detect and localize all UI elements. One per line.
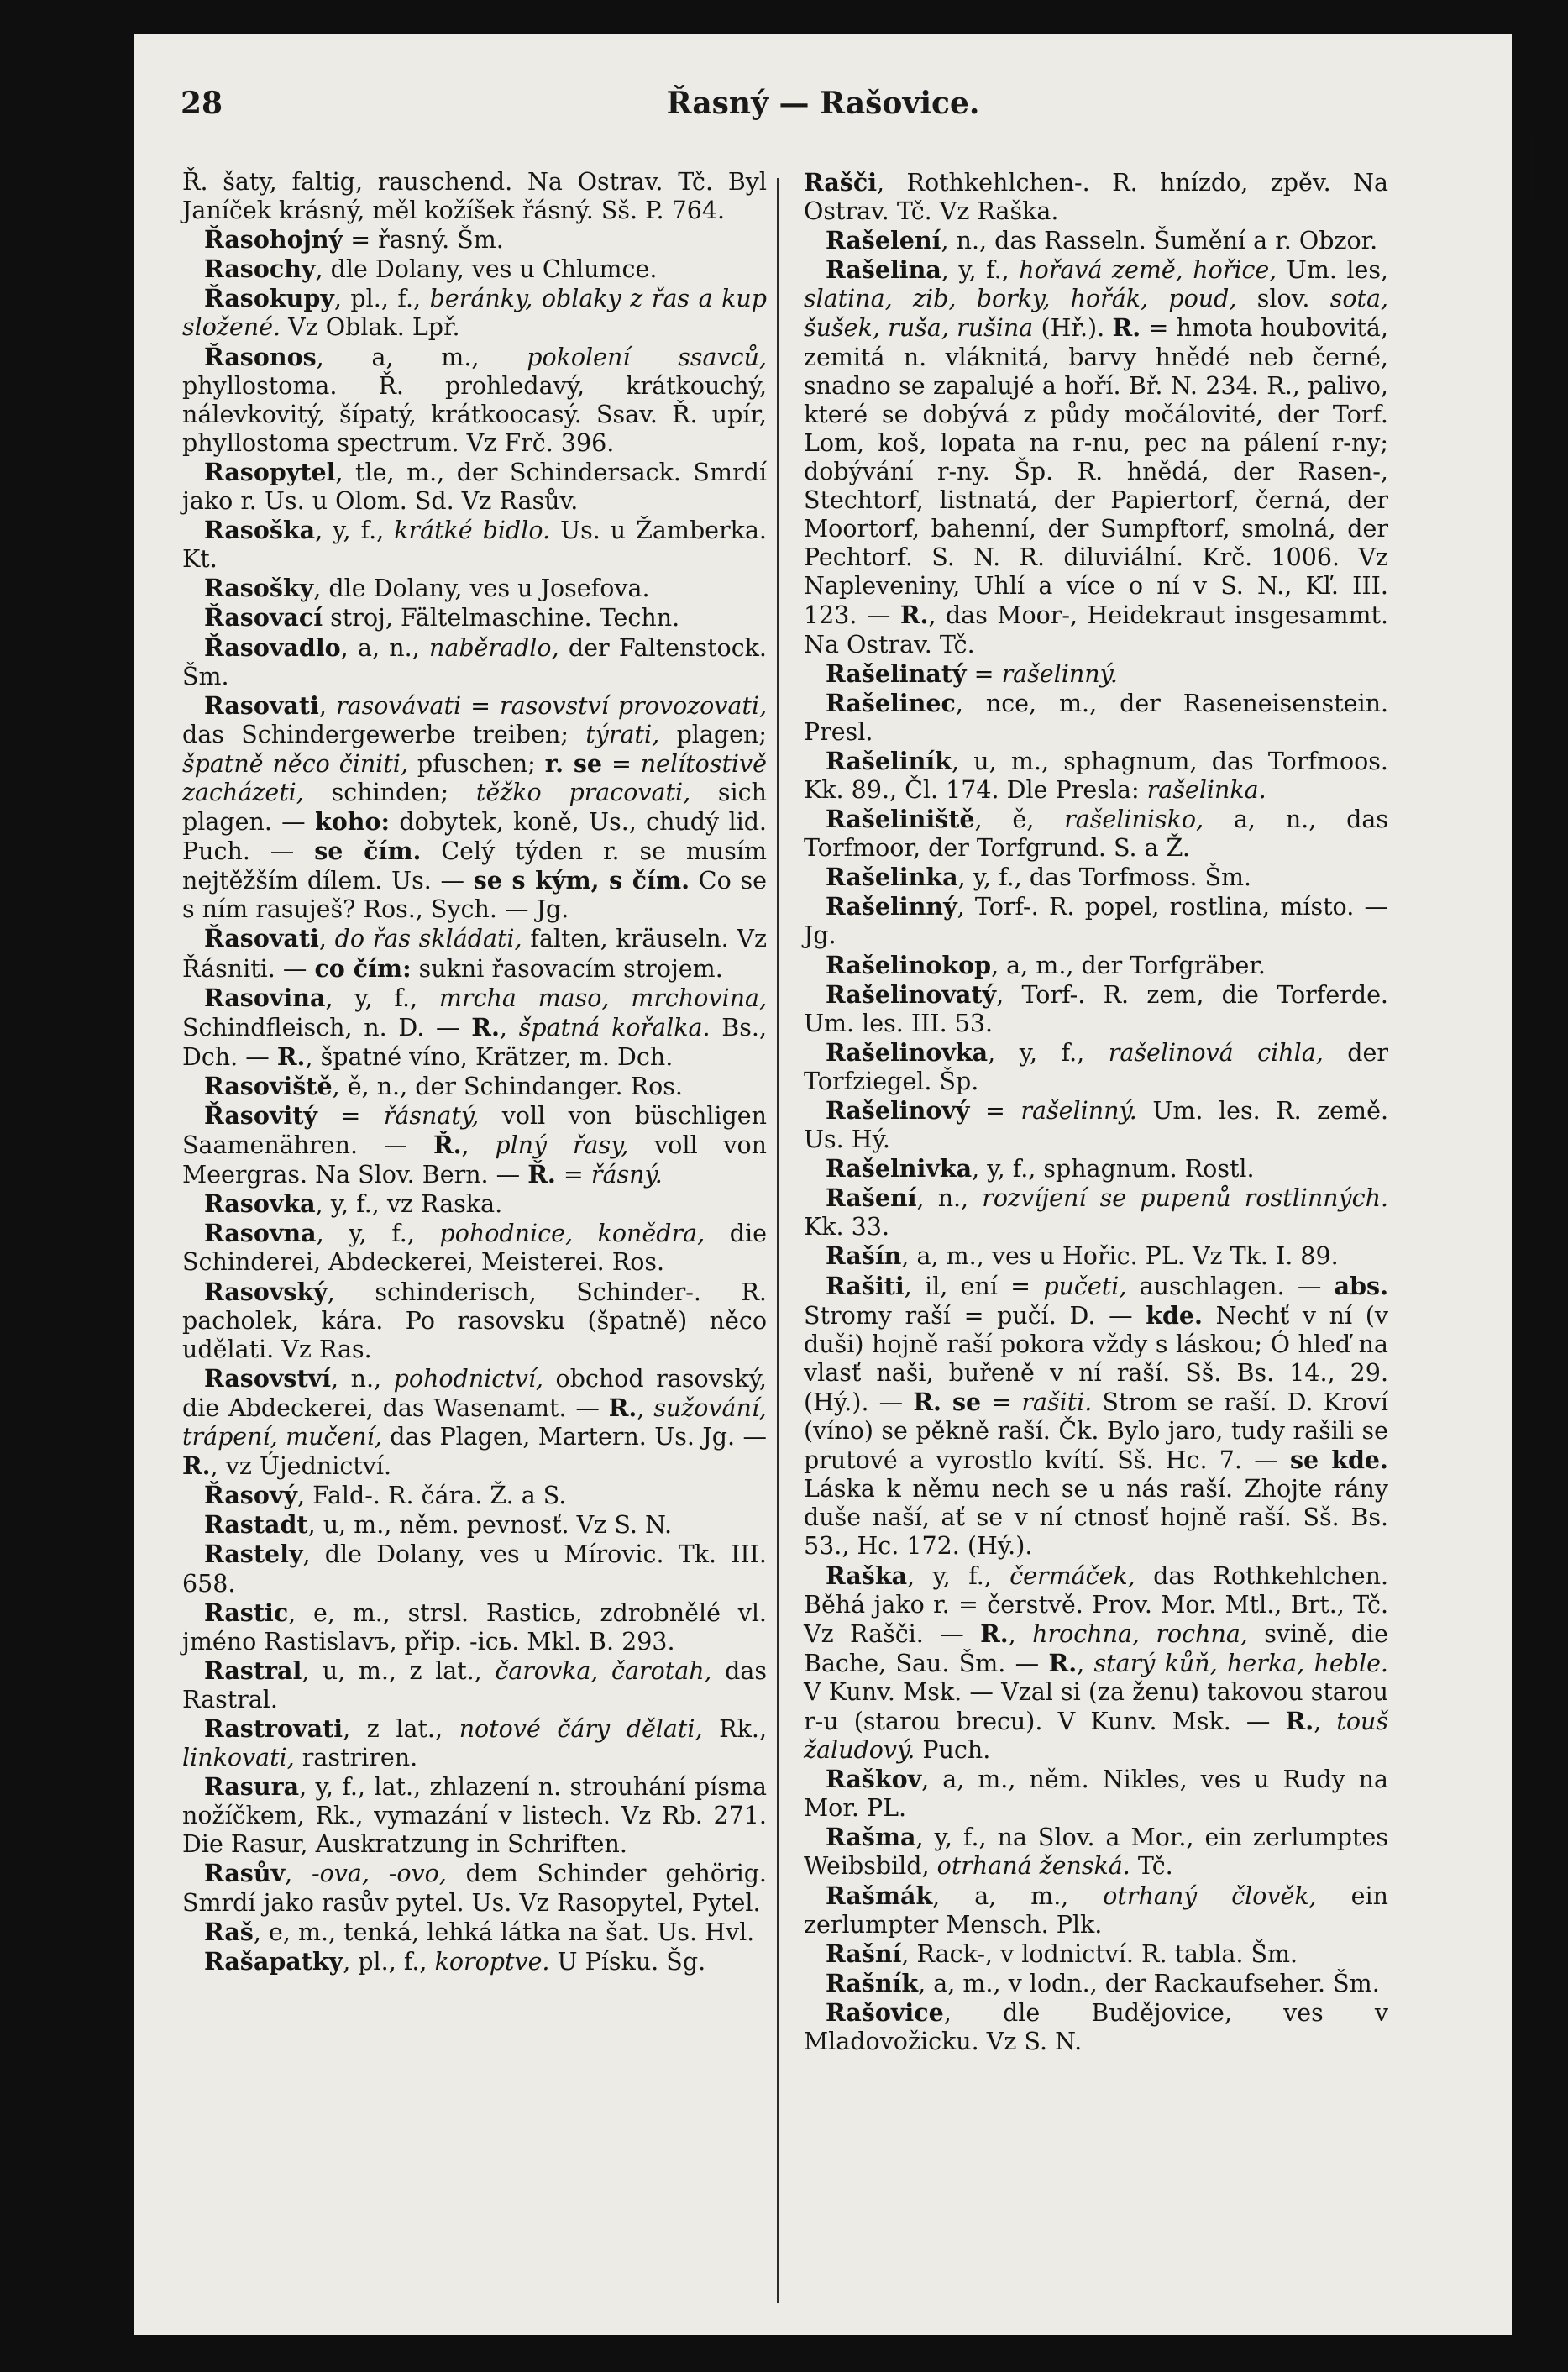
headword: Řasonos: [204, 342, 317, 371]
italic-gloss: čermáček,: [1009, 1561, 1135, 1590]
italic-gloss: těžko pracovati,: [475, 778, 691, 806]
headword: r. se: [544, 748, 603, 778]
headword: Rasovka: [204, 1189, 316, 1219]
entry-text: Tč.: [1130, 1852, 1173, 1881]
entry-text: , z lat.,: [343, 1714, 459, 1743]
entry-text: , n.,: [331, 1364, 394, 1393]
italic-gloss: špatná kořalka.: [518, 1013, 711, 1042]
dictionary-entry: [182, 1219, 767, 1277]
entry-text: ,: [318, 691, 336, 720]
dictionary-entry: [804, 1998, 1388, 2056]
italic-gloss: naběradlo,: [428, 633, 559, 662]
italic-gloss: rašelinisko,: [1064, 806, 1204, 834]
italic-gloss: rašelinka.: [1146, 775, 1266, 804]
entry-text: Strom se raší. D. Kroví (víno) se pěkně raší. Čk. Bylo jaro, tudy rašili se prutové a vyrostlo kvítí. Sš. Hc. 7. —: [804, 1388, 1388, 1475]
italic-gloss: čarovka, čarotah,: [495, 1656, 712, 1685]
entry-text: das Rastral.: [182, 1656, 768, 1713]
italic-gloss: sužování, trápení, mučení,: [182, 1393, 767, 1451]
entry-text: ,: [1314, 1707, 1337, 1735]
entry-text: , Fald-. R. čára. Ž. a S.: [296, 1482, 567, 1510]
dictionary-entry: [804, 980, 1388, 1038]
headword: Ř.: [433, 1131, 462, 1160]
entry-text: das Rothkehlchen. Běhá jako r. = čerstvě. Prov. Mor. Mtl., Brt., Tč. Vz Rašči. —: [804, 1561, 1389, 1648]
headword: Rašelinka: [826, 863, 958, 892]
entry-text: Bs., Dch. —: [182, 1013, 767, 1071]
entry-text: , dle Budějovice, ves v Mladovožicku. Vz S. N.: [804, 1998, 1388, 2055]
dictionary-entry: [182, 1772, 767, 1859]
entry-text: ,: [637, 1393, 654, 1422]
entry-text: , a, m., der Torfgräber.: [991, 951, 1266, 979]
right-column: [804, 168, 1388, 2056]
entry-text: , špatné víno, Krätzer, m. Dch.: [305, 1042, 674, 1071]
entry-text: svině, die Bache, Sau. Šm. —: [804, 1619, 1388, 1677]
headword: Rašovice: [826, 1997, 944, 2027]
headword: Rasopytel: [204, 457, 336, 486]
entry-text: , Rothkehlchen-. R. hnízdo, zpěv. Na Ostrav. Tč. Vz Raška.: [804, 169, 1388, 226]
entry-text: , ě,: [974, 806, 1065, 834]
headword: Rastic: [204, 1598, 289, 1627]
italic-gloss: beránky, oblaky z řas a kup složené.: [182, 285, 767, 342]
entry-text: obchod rasovský, die Abdeckerei, das Wasenamt. —: [182, 1364, 767, 1422]
column-divider: [777, 178, 779, 2303]
entry-text: rastriren.: [294, 1744, 418, 1772]
headword: Raš: [204, 1917, 254, 1946]
entry-text: Rk.,: [702, 1714, 768, 1743]
entry-text: Nechť v ní (v duši) hojně raší pokora vždy s láskou; Ó hleď na vlasť naši, buřeně v ní raší. Sš. Bs. 14., 29. (Hý.). —: [804, 1301, 1388, 1416]
headword: Rašelinovatý: [826, 979, 997, 1009]
headword: Rašeliník: [826, 746, 952, 775]
entry-text: , tle, m., der Schindersack. Smrdí jako r. Us. u Olom. Sd. Vz Rasův.: [182, 458, 767, 516]
headword: R.: [980, 1619, 1009, 1648]
entry-text: slov.: [1236, 285, 1330, 313]
italic-gloss: linkovati,: [182, 1744, 295, 1772]
headword: Rašelinový: [826, 1096, 970, 1125]
italic-gloss: touš žaludový.: [804, 1707, 1389, 1765]
entry-text: , a, m., v lodn., der Rackaufseher. Šm.: [918, 1969, 1380, 1997]
headword: Řasovati: [204, 924, 319, 953]
headword: Rašiti: [826, 1271, 905, 1300]
italic-gloss: otrhaný člověk,: [1103, 1881, 1317, 1910]
entry-text: , u, m., něm. pevnosť. Vz S. N.: [307, 1511, 673, 1540]
entry-text: das Schindergewerbe treiben;: [182, 720, 586, 748]
entry-text: sukni řasovacím strojem.: [411, 954, 723, 983]
headword: Řasovitý: [204, 1101, 317, 1130]
headword: Rastral: [204, 1656, 302, 1685]
entry-text: =: [555, 1161, 591, 1189]
page-number: 28: [181, 86, 223, 121]
entry-text: Ř. šaty, faltig, rauschend. Na Ostrav. Tč. Byl Janíček krásný, měl kožíšek řásný. Sš. P. 764.: [182, 168, 767, 225]
dictionary-entry: [182, 984, 767, 1072]
headword: Raškov: [826, 1765, 922, 1794]
entry-text: sich plagen. —: [182, 778, 767, 837]
dictionary-entry: [182, 1072, 767, 1101]
italic-gloss: = nelítostivě zacházeti,: [182, 749, 767, 806]
italic-gloss: pokolení ssavců,: [527, 343, 767, 371]
headword: se čím.: [314, 837, 422, 866]
entry-text: U Písku. Šg.: [549, 1947, 706, 1976]
headword: R.: [276, 1042, 306, 1071]
headword: Rašeliniště: [826, 805, 975, 834]
entry-text: ,: [1008, 1619, 1033, 1648]
entry-text: Puch.: [915, 1736, 991, 1765]
headword: Rašelinný: [826, 892, 957, 921]
dictionary-entry: [182, 1540, 767, 1598]
italic-gloss: koroptve.: [434, 1947, 550, 1976]
entry-text: , vz Újednictví.: [210, 1452, 392, 1481]
entry-text: , u, m., z lat.,: [302, 1656, 496, 1685]
entry-text: Us. u Žamberka. Kt.: [182, 517, 767, 574]
italic-gloss: plný řasy,: [495, 1131, 629, 1160]
entry-text: , y, f., na Slov. a Mor., ein zerlumptes Weibsbild,: [804, 1824, 1388, 1881]
entry-text: , y, f.,: [316, 1220, 440, 1248]
entry-text: stroj, Fältelmaschine. Techn.: [323, 604, 680, 632]
dictionary-entry: [804, 1823, 1388, 1881]
entry-text: =: [317, 1102, 384, 1130]
headword: Rastrovati: [204, 1713, 343, 1743]
italic-gloss: hrochna, rochna,: [1032, 1619, 1248, 1648]
headword: R.: [182, 1451, 211, 1481]
headword: Řasohojný: [204, 225, 343, 255]
italic-gloss: -ova, -ovo,: [311, 1860, 447, 1888]
headword: Rasův: [204, 1859, 286, 1888]
dictionary-entry: [182, 1598, 767, 1656]
entry-text: der Torfziegel. Šp.: [804, 1038, 1388, 1095]
italic-gloss: špatně něco činiti,: [182, 749, 408, 778]
italic-gloss: hořavá země, hořice,: [1019, 256, 1277, 285]
entry-text: [602, 750, 611, 778]
entry-text: ein zerlumpter Mensch. Plk.: [804, 1881, 1389, 1939]
entry-text: falten, kräuseln. Vz Řásniti. —: [182, 925, 767, 983]
entry-text: , schinderisch, Schinder-. R. pacholek, kára. Po rasovsku (špatně) něco udělati. Vz Ras.: [182, 1278, 767, 1363]
entry-text: schinden;: [303, 778, 476, 806]
headword: Rastadt: [204, 1510, 308, 1540]
headword: R.: [1112, 313, 1141, 343]
dictionary-entry: [804, 1154, 1388, 1183]
headword: Ř.: [527, 1160, 556, 1189]
entry-text: , il, ení =: [904, 1272, 1044, 1300]
entry-text: Um. les. R. země. Us. Hý.: [804, 1097, 1389, 1154]
entry-text: , a, m.,: [932, 1881, 1104, 1910]
entry-text: Um. les,: [1277, 256, 1389, 285]
italic-gloss: pohodnice, konědra,: [439, 1220, 705, 1248]
entry-text: , a, n.,: [340, 633, 429, 662]
headword: Rašči: [804, 168, 878, 197]
entry-text: , pl., f.,: [333, 285, 430, 313]
dictionary-entry: [182, 343, 767, 458]
headword: Rašelnivka: [826, 1154, 973, 1183]
dictionary-entry: [182, 1510, 767, 1540]
italic-gloss: řásný.: [590, 1161, 663, 1189]
italic-gloss: notové čáry dělati,: [459, 1714, 703, 1743]
entry-text: Celý týden r. se musím nejtěžším dílem. Us. —: [182, 837, 767, 895]
dictionary-entry: [182, 1481, 767, 1510]
headword: Řasový: [204, 1481, 297, 1510]
dictionary-entry: [182, 284, 767, 342]
entry-text: , n.,: [916, 1184, 983, 1213]
entry-text: ,: [285, 1860, 312, 1888]
italic-gloss: rašelinová cihla,: [1108, 1038, 1324, 1067]
dictionary-entry: [804, 1939, 1388, 1969]
entry-text: (Hř.).: [1033, 314, 1113, 343]
entry-text: ,: [1077, 1649, 1094, 1677]
entry-text: , y, f., vz Raska.: [315, 1190, 503, 1219]
entry-text: Stromy raší = pučí. D. —: [804, 1301, 1146, 1330]
headword: Rašma: [826, 1823, 916, 1852]
entry-text: Kk. 33.: [804, 1213, 890, 1241]
entry-text: auschlagen. —: [1126, 1272, 1335, 1300]
dictionary-entry: [804, 747, 1388, 805]
headword: Rasovství: [204, 1363, 332, 1393]
dictionary-entry: [804, 892, 1388, 950]
headword: Rastely: [204, 1540, 303, 1569]
entry-text: =: [981, 1388, 1022, 1416]
headword: Rašní: [826, 1939, 902, 1968]
entry-text: , das Moor-, Heidekraut insgesammt. Na Ostrav. Tč.: [804, 601, 1389, 659]
dictionary-entry: [804, 255, 1388, 659]
italic-gloss: týrati,: [585, 720, 660, 748]
entry-text: , y, f.,: [988, 1038, 1109, 1067]
italic-gloss: pučeti,: [1043, 1272, 1127, 1300]
headword: Rasošky: [204, 574, 314, 603]
dictionary-entry: [804, 1241, 1388, 1271]
entry-text: , dle Dolany, ves u Mírovic. Tk. III. 658.: [182, 1540, 767, 1598]
headword: R.: [1048, 1648, 1078, 1677]
entry-text: , y, f., lat., zhlazení n. strouhání písma nožíčkem, Rk., vymazání v listech. Vz Rb. 271. Die Rasur, Auskratzung in Schriften.: [182, 1773, 767, 1859]
dictionary-entry: [804, 1038, 1388, 1096]
dictionary-entry: [804, 1561, 1388, 1766]
italic-gloss: rašiti.: [1021, 1388, 1093, 1416]
headword: kde.: [1146, 1300, 1203, 1330]
headword: co čím:: [314, 953, 412, 983]
dictionary-entry: [804, 168, 1388, 226]
entry-text: phyllostoma. Ř. prohledavý, krátkouchý, nálevkovitý, šípatý, krátkoocasý. Ssav. Ř. upír, phyllostoma spectrum. Vz Frč. 396.: [182, 371, 767, 457]
headword: R.: [899, 601, 929, 630]
dictionary-entry: [804, 863, 1388, 892]
dictionary-entry: [804, 1183, 1388, 1241]
headword: Rasovina: [204, 983, 326, 1012]
dictionary-entry: [182, 1278, 767, 1364]
headword: R. se: [913, 1387, 982, 1416]
entry-text: Vz Oblak. Lpř.: [281, 313, 460, 342]
headword: Řasokupy: [204, 284, 334, 313]
dictionary-entry: [804, 951, 1388, 980]
page-header: [134, 86, 1512, 136]
entry-text: , Torf-. R. zem, die Torferde. Um. les. III. 53.: [804, 980, 1388, 1037]
dictionary-entry: [804, 1096, 1388, 1154]
italic-gloss: řásnatý,: [383, 1102, 480, 1130]
dictionary-entry: [182, 633, 767, 691]
dictionary-entry: [182, 1364, 767, 1481]
entry-text: =: [969, 1097, 1021, 1125]
entry-text: = řasný. Šm.: [343, 226, 504, 255]
entry-text: plagen;: [659, 720, 767, 748]
headword: se s kým, s čím.: [473, 866, 690, 895]
entry-text: , y, f.,: [315, 517, 395, 545]
headword: R.: [1285, 1706, 1314, 1735]
entry-text: = hmota houbovitá, zemitá n. vláknitá, barvy hnědé neb černé, snadno se zapalujé a hoří. Bř. N. 234. R., palivo, které se dobývá z půdy močálovité, der Torf. Lom, koš, lopata na r-nu, pec na pálení r-ny; dobývání r-ny. Šp. R. hnědá, der Rasen-, Stechtorf, listnatá, der Papiertorf, černá, der Moortorf, bahenní, der Sumpftorf, smolná, der Pechtorf. S. N. R. diluviální. Krč. 1006. Vz Napleveniny, Uhlí a více o ní v S. N., Kľ. III. 123. —: [804, 314, 1388, 630]
entry-text: , dle Dolany, ves u Josefova.: [313, 575, 650, 603]
entry-text: voll von büschligen Saamenähren. —: [182, 1102, 767, 1160]
headword: Rasochy: [204, 255, 316, 284]
entry-text: dobytek, koně, Us., chudý lid. Puch. —: [182, 808, 767, 866]
dictionary-entry: [182, 1189, 767, 1219]
headword: Rašelinovka: [826, 1037, 989, 1067]
entry-text: Láska k němu nech se u nás raší. Zhojte rány duše naší, ať se v ní ctnosť hojně raší. Sš. Bs. 53., Hc. 172. (Hý.).: [804, 1475, 1388, 1561]
dictionary-entry: [804, 805, 1388, 863]
entry-text: , y, f.,: [325, 984, 439, 1012]
headword: Řasovací: [204, 603, 323, 632]
entry-text: a, n., das Torfmoor, der Torfgrund. S. a Ž.: [804, 806, 1388, 863]
headword: Rašník: [826, 1968, 919, 1997]
dictionary-entry: [182, 603, 767, 632]
entry-text: , nce, m., der Raseneisenstein. Presl.: [804, 689, 1388, 746]
dictionary-entry: [182, 168, 767, 225]
headword: Rasoška: [204, 516, 316, 545]
entry-text: , a, m., něm. Nikles, ves u Rudy na Mor. PL.: [804, 1766, 1388, 1823]
headword: Rasovský: [204, 1277, 328, 1306]
headword: Rašelinokop: [826, 950, 992, 979]
headword: se kde.: [1289, 1446, 1388, 1475]
headword: Rasovna: [204, 1219, 317, 1248]
dictionary-entry: [182, 1947, 767, 1976]
entry-text: , Rack-, v lodnictví. R. tabla. Šm.: [901, 1939, 1298, 1968]
entry-text: , a, m.,: [316, 343, 527, 371]
headword: Rašelení: [826, 226, 941, 255]
entry-text: , y, f., sphagnum. Rostl.: [972, 1155, 1255, 1183]
dictionary-entry: [182, 225, 767, 255]
entry-text: dem Schinder gehörig. Smrdí jako rasův pytel. Us. Vz Rasopytel, Pytel.: [182, 1860, 767, 1917]
entry-text: der Faltenstock. Šm.: [182, 633, 767, 690]
dictionary-entry: [182, 574, 767, 603]
dictionary-entry: [804, 1969, 1388, 1998]
headword: R.: [608, 1393, 637, 1422]
headword: Rašelinec: [826, 688, 956, 717]
dictionary-page: [134, 34, 1512, 2335]
dictionary-entry: [804, 1272, 1388, 1561]
left-column: [182, 168, 767, 1976]
dictionary-entry: [182, 458, 767, 516]
italic-gloss: otrhaná ženská.: [936, 1852, 1130, 1881]
entry-text: , dle Dolany, ves u Chlumce.: [315, 255, 658, 284]
dictionary-entry: [182, 1714, 767, 1772]
headword: Rašelinatý: [826, 659, 967, 688]
headword: Rašelina: [826, 255, 941, 285]
headword: Rasoviště: [204, 1071, 333, 1100]
dictionary-entry: [182, 1859, 767, 1917]
dictionary-entry: [182, 1101, 767, 1189]
entry-text: ,: [461, 1131, 496, 1160]
dictionary-entry: [804, 1881, 1388, 1939]
entry-text: pfuschen;: [407, 749, 545, 778]
entry-text: , y, f., das Torfmoss. Šm.: [957, 863, 1252, 892]
entry-text: , a, m., ves u Hořic. PL. Vz Tk. I. 89.: [901, 1242, 1339, 1271]
headword: Rašapatky: [204, 1946, 343, 1976]
entry-text: ,: [499, 1013, 519, 1042]
headword: Řasovadlo: [204, 632, 341, 662]
entry-text: ,: [318, 925, 335, 953]
headword: Rasura: [204, 1772, 300, 1802]
entry-text: , pl., f.,: [343, 1947, 435, 1976]
entry-text: , e, m., strsl. Rasticь, zdrobnělé vl. jméno Rastislavъ, přip. -icь. Mkl. B. 293.: [182, 1598, 767, 1656]
italic-gloss: krátké bidlo.: [394, 517, 551, 545]
entry-text: das Plagen, Martern. Us. Jg. —: [381, 1423, 767, 1451]
entry-text: , u, m., sphagnum, das Torfmoos. Kk. 89., Čl. 174. Dle Presla:: [804, 747, 1388, 804]
headword: Raška: [826, 1561, 908, 1590]
headword: koho:: [315, 807, 391, 837]
italic-gloss: sota, šušek, ruša, rušina: [804, 285, 1388, 343]
entry-text: , ě, n., der Schindanger. Ros.: [332, 1072, 683, 1100]
italic-gloss: starý kůň, herka, heble.: [1093, 1649, 1388, 1677]
italic-gloss: rasovávati = rasovství provozovati,: [335, 691, 767, 720]
italic-gloss: rašelinný.: [1001, 659, 1118, 688]
headword: R.: [471, 1012, 500, 1042]
entry-text: , y, f.,: [941, 256, 1020, 285]
dictionary-entry: [182, 516, 767, 574]
italic-gloss: pohodnictví,: [393, 1364, 543, 1393]
dictionary-entry: [182, 924, 767, 983]
entry-text: , e, m., tenká, lehká látka na šat. Us. Hvl.: [253, 1918, 755, 1946]
dictionary-entry: [182, 691, 767, 925]
dictionary-entry: [182, 1656, 767, 1714]
headword: Rašení: [826, 1183, 917, 1213]
entry-text: die Schinderei, Abdeckerei, Meisterei. Ros.: [182, 1220, 767, 1277]
italic-gloss: rozvíjení se pupenů rostlinných.: [982, 1184, 1389, 1213]
scan-edge-mark: [1531, 134, 1534, 202]
entry-text: , n., das Rasseln. Šumění a r. Obzor.: [941, 227, 1378, 255]
entry-text: , y, f.,: [907, 1561, 1010, 1590]
italic-gloss: rašelinný.: [1020, 1097, 1137, 1125]
headword: Rašmák: [826, 1881, 933, 1910]
headword: Rasovati: [204, 690, 319, 720]
dictionary-entry: [804, 1765, 1388, 1823]
italic-gloss: mrcha maso, mrchovina,: [438, 984, 768, 1012]
dictionary-entry: [804, 689, 1388, 747]
headword: abs.: [1334, 1271, 1388, 1300]
entry-text: , Torf-. R. popel, rostlina, místo. — Jg.: [804, 893, 1388, 950]
italic-gloss: slatina, zib, borky, hořák, poud,: [804, 285, 1237, 313]
dictionary-entry: [182, 1918, 767, 1947]
italic-gloss: do řas skládati,: [334, 925, 522, 953]
dictionary-entry: [804, 226, 1388, 255]
entry-text: Co se s ním rasuješ? Ros., Sych. — Jg.: [182, 867, 767, 924]
headword: Rašín: [826, 1241, 902, 1271]
dictionary-entry: [804, 659, 1388, 689]
dictionary-entry: [182, 255, 767, 284]
entry-text: =: [966, 659, 1002, 688]
entry-text: Schindfleisch, n. D. —: [182, 1013, 472, 1042]
entry-text: voll von Meergras. Na Slov. Bern. —: [182, 1131, 768, 1189]
running-title: Řasný — Rašovice.: [666, 86, 980, 121]
entry-text: V Kunv. Msk. — Vzal si (za ženu) takovou starou r-u (starou brecu). V Kunv. Msk. —: [804, 1677, 1388, 1735]
